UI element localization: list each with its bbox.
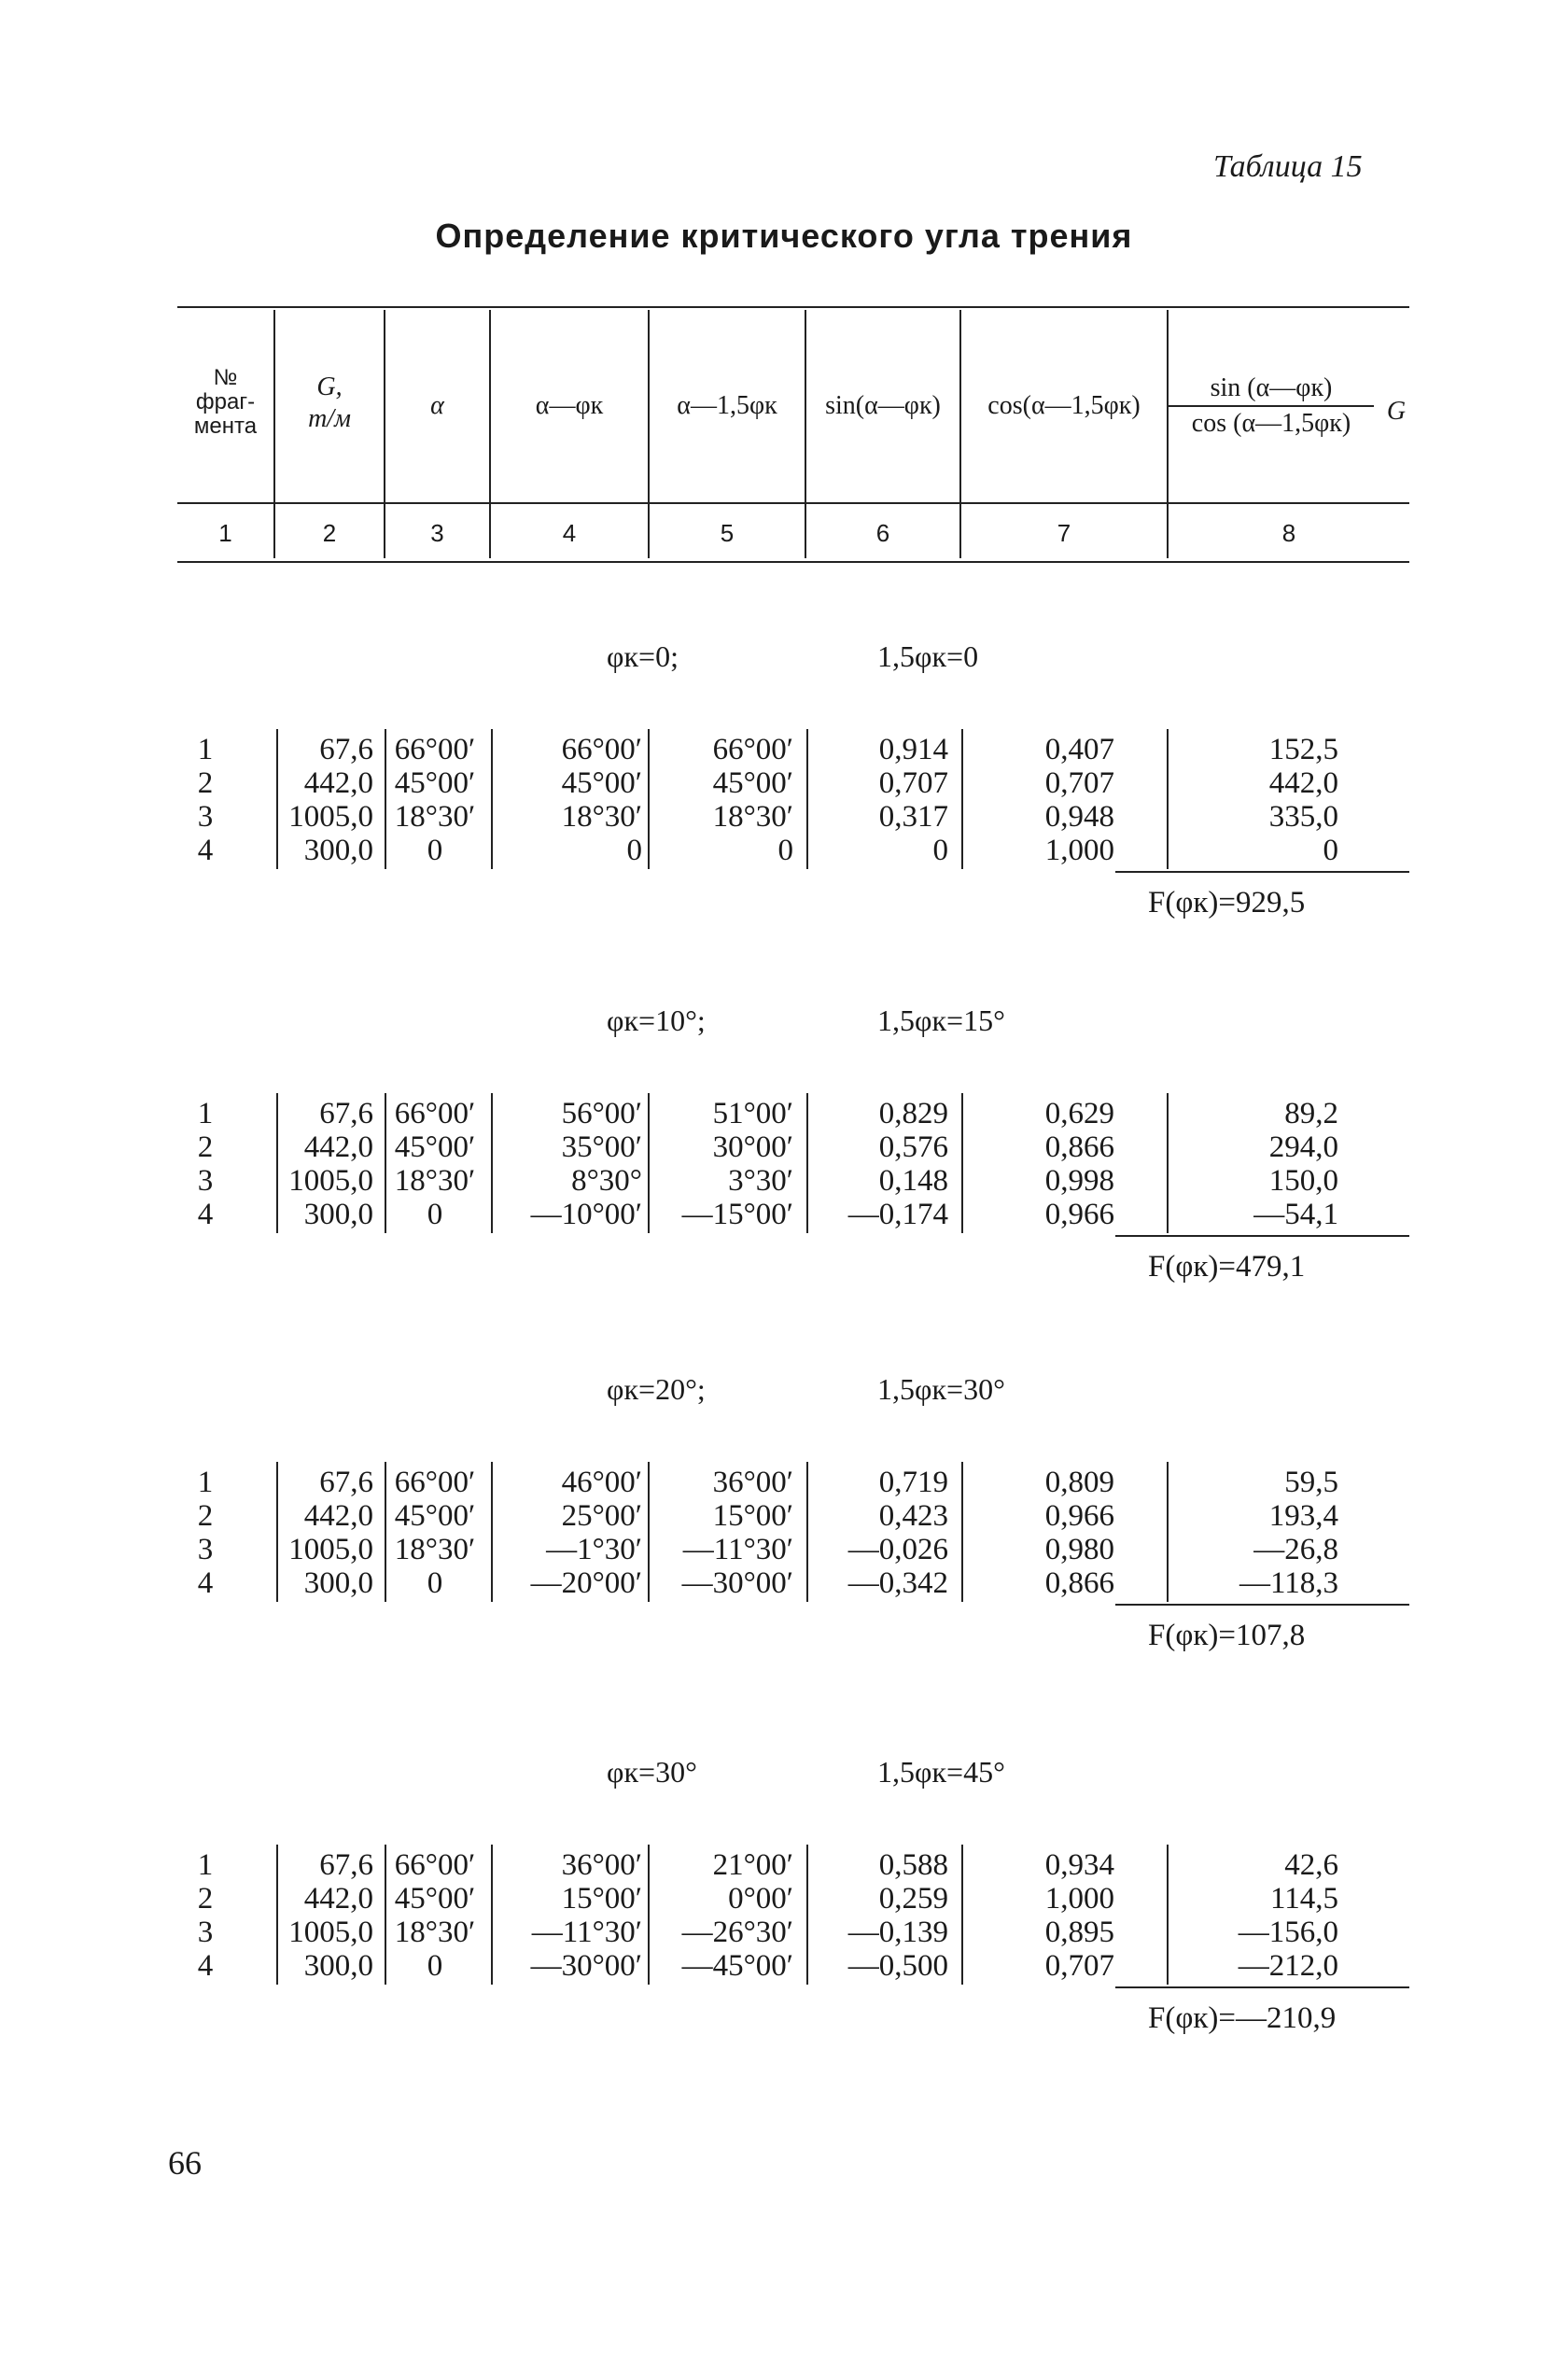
column-number: 7	[1057, 519, 1071, 547]
table-cell: 0,914	[878, 733, 948, 766]
block-caption-phi: φк=20°;	[607, 1372, 706, 1406]
table-cell: 15°00′	[712, 1499, 793, 1533]
table-cell: 0,576	[878, 1130, 948, 1164]
table-cell: 45°00′	[712, 766, 793, 800]
table-cell: 0,707	[878, 766, 948, 800]
table-cell: 0,934	[1044, 1848, 1114, 1882]
table-cell: —0,500	[847, 1949, 948, 1983]
row-divider	[276, 729, 278, 869]
table-cell: —45°00′	[681, 1949, 793, 1983]
table-cell: 45°00′	[394, 1130, 476, 1164]
table-cell: 0,148	[878, 1164, 948, 1198]
table-cell: 0	[932, 834, 948, 867]
table-cell: —20°00′	[530, 1566, 642, 1600]
block-caption-phi15: 1,5φк=30°	[877, 1372, 1005, 1406]
table-cell: 66°00′	[394, 733, 476, 766]
block-total: F(φк)=479,1	[1148, 1250, 1306, 1284]
table-cell: 0	[626, 834, 642, 867]
table-cell: 1	[197, 1466, 214, 1499]
table-cell: 0,948	[1044, 800, 1114, 834]
header-col4: α—φк	[535, 391, 604, 420]
table-cell: 36°00′	[561, 1848, 642, 1882]
table-cell: 0	[427, 1949, 443, 1983]
header-top-rule	[177, 306, 1409, 308]
table-cell: 0	[427, 1198, 443, 1231]
table-cell: 0	[1323, 834, 1338, 867]
table-cell: —118,3	[1239, 1566, 1338, 1600]
table-cell: 66°00′	[394, 1466, 476, 1499]
table-cell: —11°30′	[682, 1533, 793, 1566]
block-caption-phi15: 1,5φк=0	[877, 639, 979, 673]
table-cell: 1005,0	[288, 1164, 373, 1198]
header-col5: α—1,5φк	[677, 391, 777, 420]
table-cell: 1005,0	[288, 800, 373, 834]
table-cell: 4	[197, 1566, 214, 1600]
header-col3: α	[430, 391, 444, 420]
table-cell: 18°30′	[394, 800, 476, 834]
table-cell: 442,0	[303, 1882, 373, 1916]
table-cell: 0,866	[1044, 1566, 1114, 1600]
table-cell: —0,026	[847, 1533, 948, 1566]
table-cell: 56°00′	[561, 1097, 642, 1130]
table-cell: 0,588	[878, 1848, 948, 1882]
block-total: F(φк)=929,5	[1148, 886, 1306, 919]
table-cell: 0	[427, 834, 443, 867]
column-number: 6	[875, 519, 890, 547]
table-cell: —156,0	[1238, 1916, 1338, 1949]
table-cell: 4	[197, 1949, 214, 1983]
table-cell: 0,966	[1044, 1198, 1114, 1231]
table-cell: 42,6	[1284, 1848, 1338, 1882]
table-cell: 21°00′	[712, 1848, 793, 1882]
table-cell: 0,829	[878, 1097, 948, 1130]
header-col2: G, т/м	[308, 372, 351, 433]
table-cell: 25°00′	[561, 1499, 642, 1533]
table-cell: 8°30°	[571, 1164, 642, 1198]
column-number: 2	[322, 519, 337, 547]
table-cell: —10°00′	[530, 1198, 642, 1231]
table-cell: 36°00′	[712, 1466, 793, 1499]
column-number: 4	[562, 519, 577, 547]
table-cell: 0	[427, 1566, 443, 1600]
table-cell: 114,5	[1269, 1882, 1338, 1916]
table-cell: 18°30′	[712, 800, 793, 834]
header-col7: cos(α—1,5φк)	[987, 391, 1141, 420]
block-caption-phi15: 1,5φк=45°	[877, 1755, 1005, 1789]
table-cell: 1	[197, 1097, 214, 1130]
table-cell: 59,5	[1284, 1466, 1338, 1499]
table-cell: 45°00′	[394, 1882, 476, 1916]
row-divider	[648, 1462, 650, 1602]
row-divider	[1167, 1462, 1169, 1602]
table-cell: 0,719	[878, 1466, 948, 1499]
table-cell: 0,966	[1044, 1499, 1114, 1533]
block-caption-phi: φк=0;	[607, 639, 679, 673]
table-cell: 1005,0	[288, 1916, 373, 1949]
table-label: Таблица 15	[1213, 149, 1363, 184]
table-cell: 0°00′	[728, 1882, 793, 1916]
table-cell: 2	[197, 1499, 214, 1533]
block-total: F(φк)=—210,9	[1148, 2001, 1337, 2035]
table-cell: 4	[197, 1198, 214, 1231]
table-cell: 66°00′	[394, 1848, 476, 1882]
table-cell: 45°00′	[394, 766, 476, 800]
table-cell: —11°30′	[531, 1916, 642, 1949]
total-rule	[1115, 871, 1409, 873]
table-cell: 300,0	[303, 1949, 373, 1983]
table-cell: 18°30′	[394, 1164, 476, 1198]
total-rule	[1115, 1986, 1409, 1988]
column-number: 5	[720, 519, 735, 547]
header-col6: sin(α—φк)	[825, 391, 941, 420]
table-cell: —0,342	[847, 1566, 948, 1600]
table-cell: —30°00′	[530, 1949, 642, 1983]
table-cell: 0,629	[1044, 1097, 1114, 1130]
row-divider	[276, 1845, 278, 1985]
table-cell: 0,707	[1044, 1949, 1114, 1983]
table-cell: 0,998	[1044, 1164, 1114, 1198]
table-cell: 0,317	[878, 800, 948, 834]
total-rule	[1115, 1604, 1409, 1606]
table-cell: 89,2	[1284, 1097, 1338, 1130]
table-cell: 1	[197, 733, 214, 766]
table-cell: —54,1	[1253, 1198, 1338, 1231]
table-cell: 18°30′	[394, 1533, 476, 1566]
table-cell: 46°00′	[561, 1466, 642, 1499]
table-cell: 3	[197, 1164, 214, 1198]
block-caption-phi15: 1,5φк=15°	[877, 1004, 1005, 1037]
row-divider	[1167, 729, 1169, 869]
header-col8-fraction: sin (α—φк) cos (α—1,5φк)	[1169, 373, 1374, 439]
row-divider	[961, 1462, 963, 1602]
table-cell: 67,6	[319, 733, 373, 766]
block-total: F(φк)=107,8	[1148, 1619, 1306, 1652]
table-cell: 18°30′	[561, 800, 642, 834]
table-cell: 3	[197, 1533, 214, 1566]
table-cell: 66°00′	[394, 1097, 476, 1130]
row-divider	[1167, 1845, 1169, 1985]
table-cell: 30°00′	[712, 1130, 793, 1164]
table-cell: 0,895	[1044, 1916, 1114, 1949]
row-divider	[961, 1093, 963, 1233]
table-cell: 0,980	[1044, 1533, 1114, 1566]
table-cell: 3°30′	[728, 1164, 793, 1198]
column-number: 3	[430, 519, 444, 547]
page-number: 66	[168, 2144, 202, 2182]
row-divider	[961, 1845, 963, 1985]
table-cell: 1005,0	[288, 1533, 373, 1566]
row-divider	[961, 729, 963, 869]
page-title: Определение критического угла трения	[435, 217, 1133, 255]
table-cell: 1,000	[1044, 1882, 1114, 1916]
row-divider	[648, 1845, 650, 1985]
table-cell: 150,0	[1268, 1164, 1338, 1198]
table-cell: 0,407	[1044, 733, 1114, 766]
table-cell: —1°30′	[546, 1533, 642, 1566]
table-cell: 45°00′	[561, 766, 642, 800]
table-cell: 18°30′	[394, 1916, 476, 1949]
table-cell: 300,0	[303, 1198, 373, 1231]
table-cell: 0,809	[1044, 1466, 1114, 1499]
table-cell: 45°00′	[394, 1499, 476, 1533]
table-cell: —212,0	[1238, 1949, 1338, 1983]
table-cell: 3	[197, 1916, 214, 1949]
table-cell: 0,866	[1044, 1130, 1114, 1164]
row-divider	[648, 1093, 650, 1233]
header-bottom-rule	[177, 561, 1409, 563]
total-rule	[1115, 1235, 1409, 1237]
table-cell: 294,0	[1268, 1130, 1338, 1164]
table-cell: 1	[197, 1848, 214, 1882]
table-cell: 66°00′	[561, 733, 642, 766]
table-cell: 4	[197, 834, 214, 867]
table-cell: 2	[197, 766, 214, 800]
header-mid-rule	[177, 502, 1409, 504]
table-cell: 2	[197, 1130, 214, 1164]
table-cell: 0,423	[878, 1499, 948, 1533]
table-cell: 300,0	[303, 834, 373, 867]
block-caption-phi: φк=10°;	[607, 1004, 706, 1037]
table-cell: 67,6	[319, 1097, 373, 1130]
table-cell: 3	[197, 800, 214, 834]
table-cell: 442,0	[303, 1499, 373, 1533]
table-cell: 442,0	[1268, 766, 1338, 800]
table-cell: —30°00′	[681, 1566, 793, 1600]
table-cell: 442,0	[303, 766, 373, 800]
table-cell: 67,6	[319, 1848, 373, 1882]
table-cell: 2	[197, 1882, 214, 1916]
table-cell: 67,6	[319, 1466, 373, 1499]
table-cell: 300,0	[303, 1566, 373, 1600]
table-cell: 1,000	[1044, 834, 1114, 867]
table-cell: 66°00′	[712, 733, 793, 766]
table-cell: 0,707	[1044, 766, 1114, 800]
table-cell: 442,0	[303, 1130, 373, 1164]
header-col8-g: G	[1386, 397, 1407, 426]
table-cell: —26°30′	[681, 1916, 793, 1949]
table-cell: 35°00′	[561, 1130, 642, 1164]
table-cell: 15°00′	[561, 1882, 642, 1916]
column-number: 8	[1281, 519, 1296, 547]
table-cell: —15°00′	[681, 1198, 793, 1231]
table-cell: 51°00′	[712, 1097, 793, 1130]
table-cell: 0,259	[878, 1882, 948, 1916]
table-cell: —0,139	[847, 1916, 948, 1949]
table-cell: —26,8	[1253, 1533, 1338, 1566]
table-cell: 152,5	[1268, 733, 1338, 766]
row-divider	[276, 1093, 278, 1233]
column-number: 1	[218, 519, 232, 547]
block-caption-phi: φк=30°	[607, 1755, 697, 1789]
table-cell: —0,174	[847, 1198, 948, 1231]
table-cell: 193,4	[1268, 1499, 1338, 1533]
row-divider	[1167, 1093, 1169, 1233]
table-cell: 0	[777, 834, 793, 867]
row-divider	[276, 1462, 278, 1602]
row-divider	[648, 729, 650, 869]
header-col1: № фраг- мента	[193, 365, 258, 439]
table-cell: 335,0	[1268, 800, 1338, 834]
